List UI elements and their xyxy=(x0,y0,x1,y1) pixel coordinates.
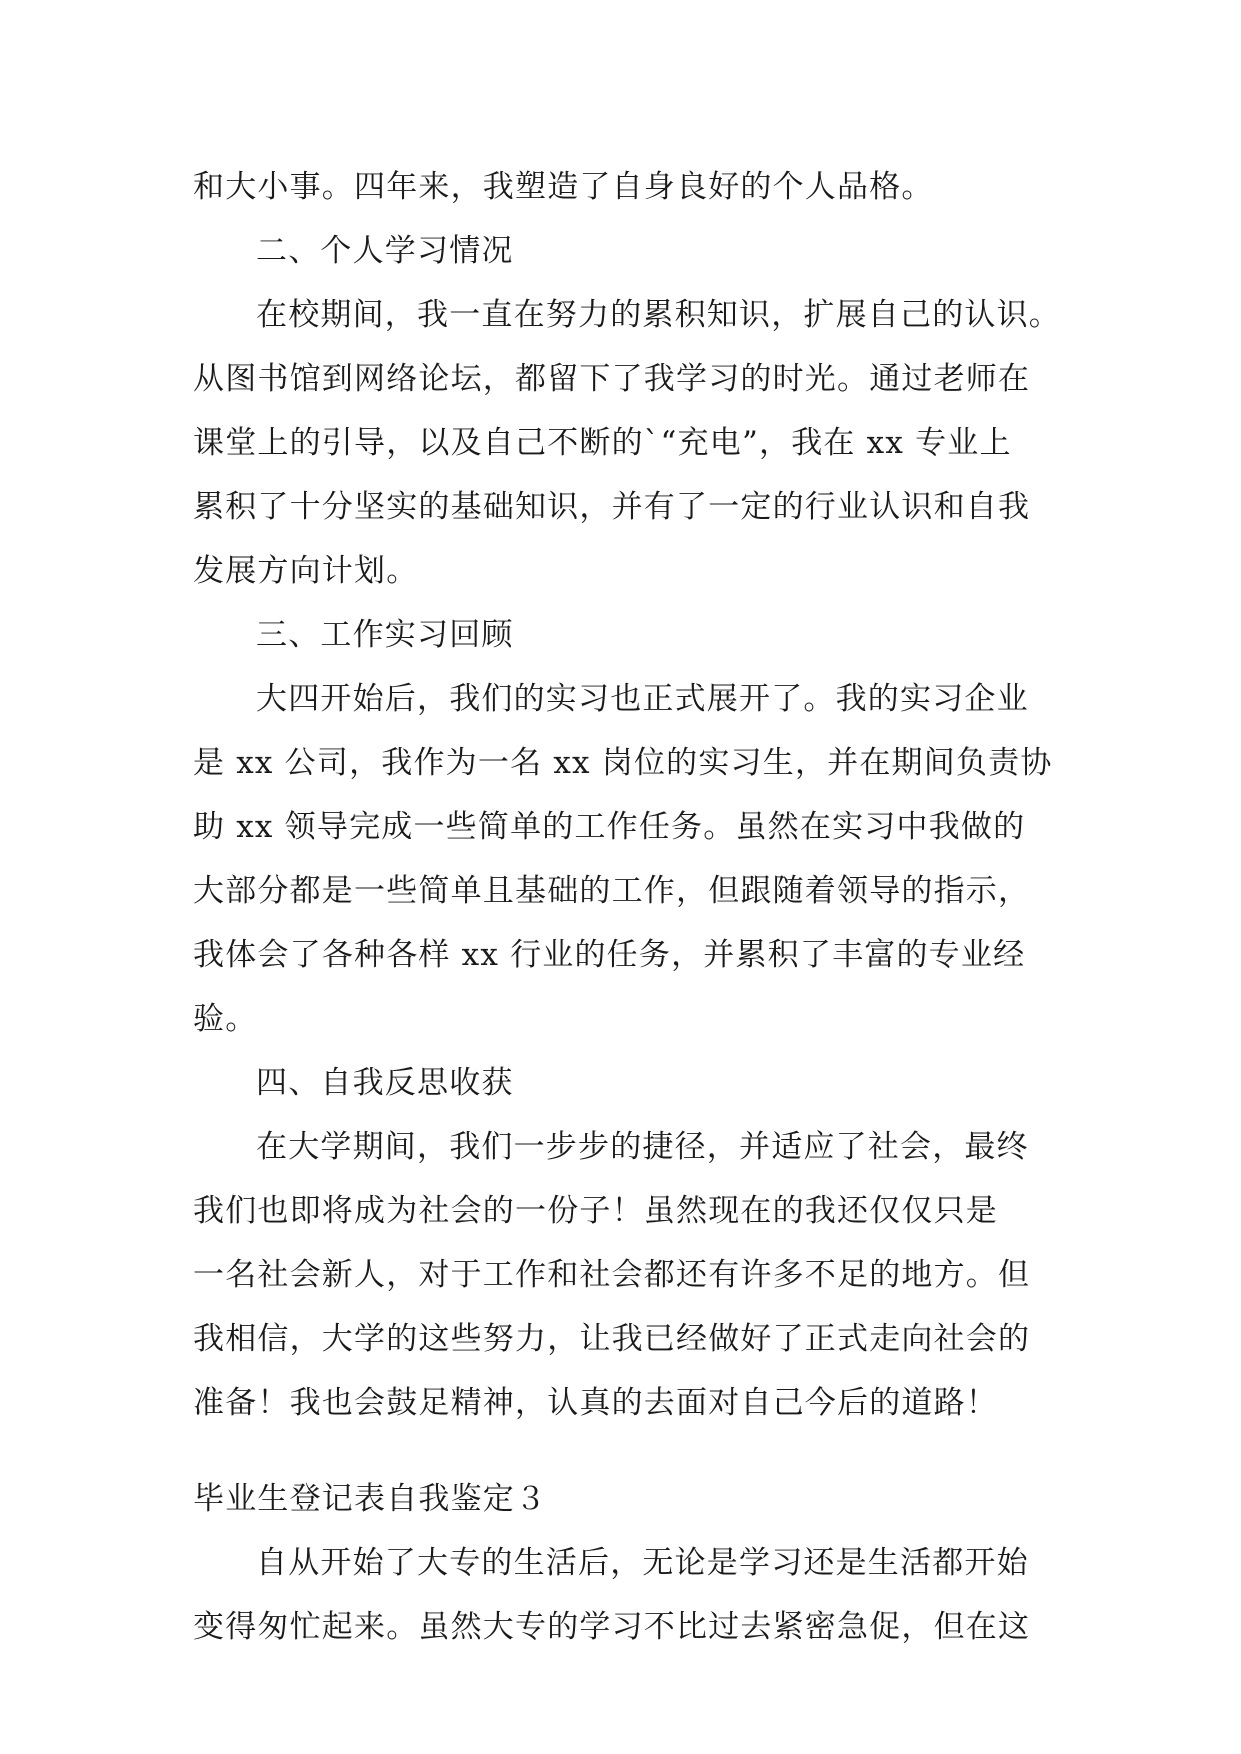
section-heading: 四、自我反思收获 xyxy=(256,1065,514,1101)
paragraph-line: 是 xx 公司，我作为一名 xx 岗位的实习生，并在期间负责协 xyxy=(193,745,1053,781)
paragraph-line: 我们也即将成为社会的一份子！虽然现在的我还仅仅只是 xyxy=(193,1193,998,1229)
paragraph-line: 大部分都是一些简单且基础的工作，但跟随着领导的指示， xyxy=(193,873,1031,909)
paragraph-line: 我相信，大学的这些努力，让我已经做好了正式走向社会的 xyxy=(193,1321,1031,1357)
paragraph-line: 发展方向计划。 xyxy=(193,553,419,589)
paragraph-line: 课堂上的引导，以及自己不断的`“充电”，我在 xx 专业上 xyxy=(193,425,1012,461)
section-heading: 三、工作实习回顾 xyxy=(256,617,514,653)
paragraph-line: 变得匆忙起来。虽然大专的学习不比过去紧密急促，但在这 xyxy=(193,1609,1031,1645)
paragraph-line: 在大学期间，我们一步步的捷径，并适应了社会，最终 xyxy=(256,1129,1029,1165)
section-heading: 二、个人学习情况 xyxy=(256,233,514,269)
paragraph-line: 助 xx 领导完成一些简单的工作任务。虽然在实习中我做的 xyxy=(193,809,1026,845)
paragraph-line: 验。 xyxy=(193,1001,258,1037)
paragraph-line: 自从开始了大专的生活后，无论是学习还是生活都开始 xyxy=(256,1545,1029,1581)
paragraph-line: 在校期间，我一直在努力的累积知识，扩展自己的认识。 xyxy=(256,297,1061,333)
paragraph-line: 准备！我也会鼓足精神，认真的去面对自己今后的道路！ xyxy=(193,1385,998,1421)
paragraph-line: 和大小事。四年来，我塑造了自身良好的个人品格。 xyxy=(193,169,934,205)
paragraph-line: 我体会了各种各样 xx 行业的任务，并累积了丰富的专业经 xyxy=(193,937,1026,973)
paragraph-line: 一名社会新人，对于工作和社会都还有许多不足的地方。但 xyxy=(193,1257,1031,1293)
document-title: 毕业生登记表自我鉴定３ xyxy=(193,1481,548,1517)
paragraph-line: 从图书馆到网络论坛，都留下了我学习的时光。通过老师在 xyxy=(193,361,1031,397)
paragraph-line: 累积了十分坚实的基础知识，并有了一定的行业认识和自我 xyxy=(193,489,1031,525)
paragraph-line: 大四开始后，我们的实习也正式展开了。我的实习企业 xyxy=(256,681,1029,717)
